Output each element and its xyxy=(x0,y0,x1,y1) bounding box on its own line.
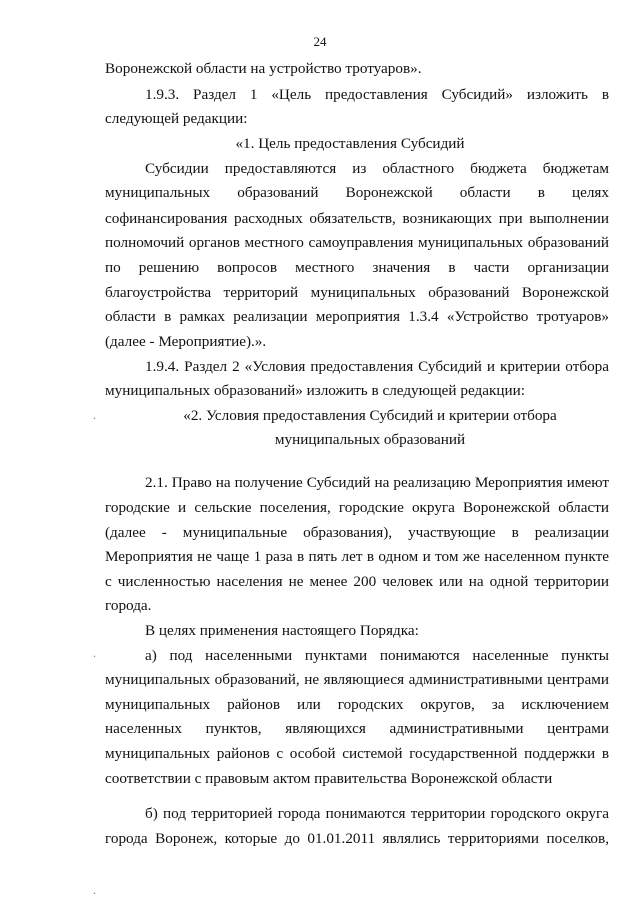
text-line: городские и сельские поселения, городские округа Воронежской области xyxy=(105,499,609,516)
text-line: области в рамках реализации мероприятия 1.3.4 «Устройство тротуаров» xyxy=(105,308,609,325)
text-line: В целях применения настоящего Порядка: xyxy=(145,622,419,639)
page-number: 24 xyxy=(313,34,327,49)
text-line: б) под территорией города понимаются территории городского округа xyxy=(145,805,609,822)
text-line: соответствии с правовым актом правительства Воронежской области xyxy=(105,770,553,787)
section-heading: «1. Цель предоставления Субсидий xyxy=(235,135,465,152)
section-heading: «2. Условия предоставления Субсидий и критерии отбора xyxy=(183,407,557,424)
text-line: 1.9.3. Раздел 1 «Цель предоставления Субсидий» изложить в xyxy=(145,86,609,103)
margin-mark: . xyxy=(93,646,96,660)
text-line: Воронежской области на устройство тротуаров». xyxy=(105,60,422,77)
text-line: (далее - муниципальные образования), участвующие в реализации xyxy=(105,524,609,541)
text-line: с численностью населения не менее 200 человек или на одной территории xyxy=(105,573,609,590)
text-line: Субсидии предоставляются из областного бюджета бюджетам xyxy=(145,160,609,177)
text-line: следующей редакции: xyxy=(105,110,248,127)
text-line: муниципальных районов или городских округов, за исключением xyxy=(105,696,609,713)
text-line: населенных пунктов, являющихся административными центрами xyxy=(105,720,609,737)
text-line: муниципальных образований, не являющиеся административными центрами xyxy=(105,671,609,688)
text-line: 1.9.4. Раздел 2 «Условия предоставления Субсидий и критерии отбора xyxy=(145,358,609,375)
text-line: по решению вопросов местного значения в части организации xyxy=(105,259,609,276)
text-line: благоустройства территорий муниципальных образований Воронежской xyxy=(105,284,609,301)
text-line: Мероприятия не чаще 1 раза в пять лет в одном и том же населенном пункте xyxy=(105,548,609,565)
text-line: софинансирования расходных обязательств, возникающих при выполнении xyxy=(105,210,609,227)
section-heading: муниципальных образований xyxy=(274,431,466,448)
text-line: полномочий органов местного самоуправления муниципальных образований xyxy=(105,234,609,251)
text-line: муниципальных районов с особой системой государственной поддержки в xyxy=(105,745,609,762)
text-line: муниципальных образований Воронежской области в целях xyxy=(105,184,609,201)
margin-mark: . xyxy=(93,883,96,897)
text-line: муниципальных образований» изложить в следующей редакции: xyxy=(105,382,525,399)
text-line: города Воронеж, которые до 01.01.2011 являлись территориями поселков, xyxy=(105,830,609,847)
text-line: города. xyxy=(105,597,152,614)
margin-mark: . xyxy=(93,408,96,422)
text-line: 2.1. Право на получение Субсидий на реализацию Мероприятия имеют xyxy=(145,474,609,491)
text-line: а) под населенными пунктами понимаются населенные пункты xyxy=(145,647,609,664)
text-line: (далее - Мероприятие).». xyxy=(105,333,267,350)
